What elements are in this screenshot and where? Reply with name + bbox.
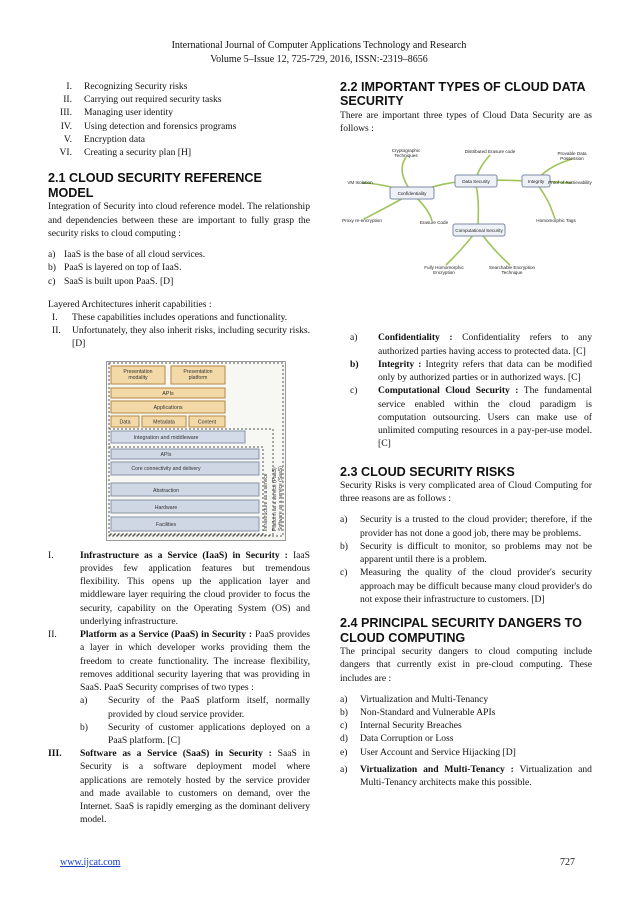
list-item: b) Integrity : Integrity refers that data can be modified only by authorized parties or in authorized ways. [C] bbox=[350, 358, 592, 384]
list-item-saas: III. Software as a Service (SaaS) in Security : SaaS in Security is a software deployment model where applications are remotely hosted by the service provider and made available to customers on demand, over the Internet. SaaS is rapidly emerging as the dominant delivery model. bbox=[48, 748, 310, 826]
layered-intro: Layered Architectures inherit capabilities : bbox=[48, 298, 212, 310]
right-column bbox=[340, 80, 592, 789]
list-item: a) Virtualization and Multi-Tenancy bbox=[340, 693, 489, 705]
metadata-label: Metadata bbox=[153, 419, 175, 426]
list-item: a) Security is a trusted to the cloud provider; therefore, if the provider has not done a good job, there may be problems. bbox=[340, 514, 592, 539]
list-item: I. These capabilities includes operations and functionality. bbox=[52, 311, 288, 323]
vm-isolation-node-label: VM Isolation bbox=[347, 180, 373, 186]
iaas-vertical-label: Infrastructure as a service bbox=[263, 473, 269, 531]
list-item: e) User Account and Service Hijacking [D] bbox=[340, 746, 516, 758]
proxy-reenc-node-label: Proxy re-encryption bbox=[342, 218, 382, 224]
section-2-3-paragraph: Security Risks is very complicated area of Cloud Computing for three reasons are as follows : bbox=[340, 479, 592, 505]
abc-list bbox=[48, 248, 310, 288]
risks-list bbox=[340, 513, 592, 606]
list-item: a) Confidentiality : Confidentiality refers to any authorized parties having access to protected data. [C] bbox=[350, 332, 592, 357]
list-item: a) IaaS is the base of all cloud services. bbox=[48, 249, 206, 261]
list-item: V. Encryption data bbox=[63, 133, 146, 145]
list-item: c) Measuring the quality of the cloud provider's security approach may be difficult because many cloud provider's do not expose their infrastructure to customers. [D] bbox=[340, 567, 592, 605]
cloud-reference-model-diagram bbox=[106, 361, 286, 541]
facilities-label: Facilities bbox=[155, 521, 177, 528]
list-item: c) Computational Cloud Security : The fundamental service enabled within the cloud paradigm is computation outsourcing. Users can make use of unlimited computing resources in a pay-per-use model. [C] bbox=[350, 385, 593, 450]
list-item: b) Security of customer applications deployed on a PaaS platform. [C] bbox=[80, 721, 310, 746]
list-item: c) Internal Security Breaches bbox=[340, 720, 462, 732]
fully-homomorphic-node-label: Fully Homomorphic Encryption bbox=[424, 265, 464, 276]
left-column bbox=[48, 80, 310, 827]
content-label: Content bbox=[197, 419, 217, 426]
list-item: IV. Using detection and forensics programs bbox=[60, 120, 237, 132]
homomorphic-tags-node-label: Homomorphic Tags bbox=[536, 218, 576, 224]
center-node-label: Data Security bbox=[462, 179, 490, 185]
searchable-node-label: Searchable Encryption Technique bbox=[488, 265, 536, 276]
list-item-paas: II. Platform as a Service (PaaS) in Security : PaaS provides a layer in which developer works providing them the freedom to create functionality. The increase flexibility, removes additional security layering that was providing in SaaS. PaaS Security comprises of two types : a) Security of the PaaS platform itself, normally provided by cloud service provider. b) Security of customer applications deployed on a PaaS platform. [C] bbox=[48, 629, 310, 746]
computational-node-label: Computational Security bbox=[455, 228, 503, 234]
mindmap-links bbox=[362, 155, 572, 265]
presentation-modality-label: Presentation modality bbox=[123, 368, 153, 381]
list-item: II. Carrying out required security tasks bbox=[63, 94, 222, 106]
journal-title: International Journal of Computer Applications Technology and Research bbox=[171, 40, 467, 51]
list-item-iaas: I. Infrastructure as a Service (IaaS) in Security : IaaS provides few application features but tremendous flexibility. This opens up the application layer and middleware layer requiring the cloud provider to focus the security, capability on the Operating System (OS) and underlying infrastructure. bbox=[48, 549, 310, 627]
provable-node-label: Provable Data Possession bbox=[557, 151, 587, 162]
data-label: Data bbox=[119, 419, 131, 426]
section-2-4-title: 2.4 PRINCIPAL SECURITY DANGERS TO CLOUD COMPUTING bbox=[340, 616, 582, 645]
top-roman-list bbox=[48, 80, 310, 159]
dangers-list bbox=[340, 693, 592, 759]
apis-label: APIs bbox=[162, 390, 174, 397]
section-2-3-title: 2.3 CLOUD SECURITY RISKS bbox=[340, 464, 515, 479]
facilities-box bbox=[111, 517, 259, 531]
journal-volume: Volume 5–Issue 12, 725-729, 2016, ISSN:-2319–8656 bbox=[210, 54, 428, 65]
integrity-node-label: Integrity bbox=[527, 179, 545, 185]
apis2-box bbox=[111, 449, 259, 459]
retrievability-node-label: Proof of Retrievability bbox=[548, 180, 592, 186]
page-number: 727 bbox=[560, 857, 575, 868]
presentation-platform-label: Presentation platform bbox=[183, 368, 213, 381]
list-item: d) Data Corruption or Loss bbox=[340, 733, 454, 745]
list-item: I. Recognizing Security risks bbox=[66, 81, 188, 92]
abstraction-box bbox=[111, 483, 259, 496]
section-2-4-paragraph: The principal security dangers to cloud computing include dangers that currently exist in pre-cloud computing. These includes are : bbox=[340, 646, 592, 684]
apis2-label: APIs bbox=[160, 451, 172, 458]
erasure-node-label: Erasure Code bbox=[419, 220, 449, 226]
section-2-1-paragraph: Integration of Security into cloud reference model. The relationship and dependencies between these are important to fully grasp the security risks to cloud computing : bbox=[48, 201, 310, 239]
cryptographic-node-label: Cryptographic Techniques bbox=[391, 148, 421, 159]
service-models-list bbox=[48, 549, 310, 827]
data-security-types-list bbox=[340, 331, 592, 450]
list-item: a) Security of the PaaS platform itself, normally provided by cloud service provider. bbox=[80, 695, 310, 720]
list-item: b) Non-Standard and Vulnerable APIs bbox=[340, 706, 496, 718]
list-item: III. Managing user identity bbox=[60, 107, 173, 119]
list-item-virtualization: a) Virtualization and Multi-Tenancy : Virtualization and Multi-Tenancy architects make this possible. bbox=[340, 763, 592, 789]
list-item: II. Unfortunately, they also inherit risks, including security risks. [D] bbox=[52, 325, 310, 350]
list-item: b) Security is difficult to monitor, so problems may not be apparent until there is a problem. bbox=[340, 540, 592, 566]
distributed-erasure-node-label: Distributed Erasure code bbox=[464, 149, 516, 155]
section-2-2-title: 2.2 IMPORTANT TYPES OF CLOUD DATA SECURITY bbox=[340, 80, 586, 109]
journal-url-link[interactable]: www.ijcat.com bbox=[60, 857, 121, 868]
connectivity-label: Core connectivity and delivery bbox=[131, 465, 201, 472]
list-item: b) PaaS is layered on top of IaaS. bbox=[48, 262, 182, 274]
section-2-2-paragraph: There are important three types of Cloud Data Security are as follows : bbox=[340, 109, 592, 135]
abstraction-label: Abstraction bbox=[153, 487, 179, 494]
hardware-box bbox=[111, 500, 259, 513]
confidentiality-node-label: Confidentiality bbox=[397, 191, 427, 197]
list-item: c) SaaS is built upon PaaS. [D] bbox=[48, 275, 174, 287]
section-2-1-title: 2.1 CLOUD SECURITY REFERENCE MODEL bbox=[48, 171, 262, 200]
integration-label: Integration and middleware bbox=[133, 434, 199, 441]
applications-label: Applications bbox=[153, 404, 183, 411]
list-item: VI. Creating a security plan [H] bbox=[59, 147, 192, 159]
saas-vertical-label: Software as a service (SaaS) bbox=[278, 465, 284, 531]
layered-list bbox=[48, 311, 310, 351]
data-security-mindmap bbox=[340, 141, 592, 291]
hardware-label: Hardware bbox=[154, 504, 178, 511]
paas-vertical-label: Platform as a service (PaaS) bbox=[272, 467, 278, 531]
